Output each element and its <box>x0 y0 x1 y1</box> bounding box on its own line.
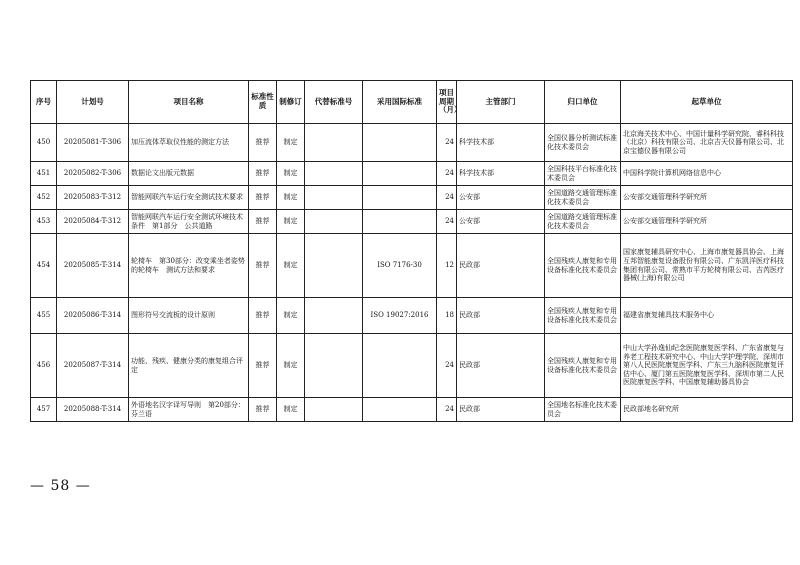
row-international-standard <box>363 334 437 398</box>
table-row <box>31 334 793 398</box>
row-technical-committee: 全国仪器分析测试标准化技术委员会 <box>545 124 621 162</box>
table-row <box>31 398 793 422</box>
row-competent-department: 民政部 <box>457 334 545 398</box>
row-plan-number: 20205087-T-314 <box>57 334 129 398</box>
row-replaced-standard <box>305 234 363 298</box>
row-drafting-units: 福建省康复辅具技术服务中心 <box>621 298 793 334</box>
row-replaced-standard <box>305 162 363 186</box>
row-serial: 453 <box>31 210 57 234</box>
row-technical-committee: 全国残疾人康复和专用设备标准化技术委员会 <box>545 298 621 334</box>
row-drafting-units: 民政部地名研究所 <box>621 398 793 422</box>
row-project-cycle: 24 <box>437 162 457 186</box>
row-revision-type: 制定 <box>277 124 305 162</box>
row-competent-department: 公安部 <box>457 186 545 210</box>
row-drafting-units: 中山大学孙逸仙纪念医院康复医学科、广东省康复与养老工程技术研究中心、中山大学护理学院、深圳市第八人民医院康复医学科、广东三九脑科医院康复评估中心、厦门第五医院康复医学科、深圳市第二人民医院康复医学科、中国康复辅助器具协会 <box>621 334 793 398</box>
row-competent-department: 民政部 <box>457 398 545 422</box>
row-serial: 450 <box>31 124 57 162</box>
row-plan-number: 20205086-T-314 <box>57 298 129 334</box>
header-serial: 序号 <box>31 81 57 124</box>
row-technical-committee: 全国地名标准化技术委员会 <box>545 398 621 422</box>
header-competent-department: 主管部门 <box>457 81 545 124</box>
row-revision-type: 制定 <box>277 210 305 234</box>
row-standard-nature: 推荐 <box>249 162 277 186</box>
row-project-cycle: 24 <box>437 124 457 162</box>
row-replaced-standard <box>305 334 363 398</box>
standards-plan-table-page <box>30 80 784 422</box>
page-number: — 58 — <box>30 478 91 494</box>
row-project-cycle: 24 <box>437 398 457 422</box>
row-standard-nature: 推荐 <box>249 298 277 334</box>
row-replaced-standard <box>305 186 363 210</box>
header-project-cycle: 项目周期（月） <box>437 81 457 124</box>
header-project-name: 项目名称 <box>129 81 249 124</box>
header-replaced-standard: 代替标准号 <box>305 81 363 124</box>
row-plan-number: 20205082-T-306 <box>57 162 129 186</box>
standards-plan-table <box>30 80 793 422</box>
row-plan-number: 20205083-T-312 <box>57 186 129 210</box>
row-project-name: 图形符号交流板的设计原则 <box>129 298 249 334</box>
row-international-standard <box>363 398 437 422</box>
row-international-standard: ISO 19027:2016 <box>363 298 437 334</box>
row-replaced-standard <box>305 210 363 234</box>
table-header-row <box>31 81 793 124</box>
row-revision-type: 制定 <box>277 398 305 422</box>
table-row <box>31 298 793 334</box>
row-serial: 451 <box>31 162 57 186</box>
row-project-name: 外语地名汉字译写导则 第20部分：芬兰语 <box>129 398 249 422</box>
row-technical-committee: 全国残疾人康复和专用设备标准化技术委员会 <box>545 334 621 398</box>
row-project-cycle: 24 <box>437 186 457 210</box>
row-revision-type: 制定 <box>277 234 305 298</box>
row-project-name: 加压流体萃取仪性能的测定方法 <box>129 124 249 162</box>
row-plan-number: 20205085-T-314 <box>57 234 129 298</box>
row-project-name: 智能网联汽车运行安全测试环境技术条件 第1部分 公共道路 <box>129 210 249 234</box>
row-technical-committee: 全国残疾人康复和专用设备标准化技术委员会 <box>545 234 621 298</box>
header-plan-number: 计划号 <box>57 81 129 124</box>
header-drafting-units: 起草单位 <box>621 81 793 124</box>
row-replaced-standard <box>305 398 363 422</box>
table-row <box>31 234 793 298</box>
row-international-standard <box>363 124 437 162</box>
row-serial: 452 <box>31 186 57 210</box>
row-project-cycle: 24 <box>437 334 457 398</box>
row-project-cycle: 24 <box>437 210 457 234</box>
row-international-standard <box>363 162 437 186</box>
row-serial: 455 <box>31 298 57 334</box>
row-drafting-units: 公安部交通管理科学研究所 <box>621 186 793 210</box>
row-project-name: 轮椅车 第30部分：改变乘坐者姿势的轮椅车 测试方法和要求 <box>129 234 249 298</box>
row-drafting-units: 中国科学院计算机网络信息中心 <box>621 162 793 186</box>
row-revision-type: 制定 <box>277 334 305 398</box>
row-international-standard: ISO 7176-30 <box>363 234 437 298</box>
row-serial: 457 <box>31 398 57 422</box>
row-competent-department: 民政部 <box>457 234 545 298</box>
row-standard-nature: 推荐 <box>249 210 277 234</box>
row-standard-nature: 推荐 <box>249 234 277 298</box>
row-standard-nature: 推荐 <box>249 398 277 422</box>
row-technical-committee: 全国道路交通管理标准化技术委员会 <box>545 210 621 234</box>
row-plan-number: 20205084-T-312 <box>57 210 129 234</box>
row-project-name: 数据论文出版元数据 <box>129 162 249 186</box>
row-drafting-units: 北京海关技术中心、中国计量科学研究院、睿科科技（北京）科技有限公司、北京吉天仪器有限公司、北京宝德仪器有限公司 <box>621 124 793 162</box>
row-serial: 454 <box>31 234 57 298</box>
row-revision-type: 制定 <box>277 186 305 210</box>
row-standard-nature: 推荐 <box>249 334 277 398</box>
row-standard-nature: 推荐 <box>249 186 277 210</box>
row-project-name: 功能、残疾、健康分类的康复组合评定 <box>129 334 249 398</box>
header-international-standard: 采用国际标准 <box>363 81 437 124</box>
table-row <box>31 124 793 162</box>
table-row <box>31 186 793 210</box>
row-competent-department: 科学技术部 <box>457 162 545 186</box>
row-serial: 456 <box>31 334 57 398</box>
row-competent-department: 公安部 <box>457 210 545 234</box>
row-replaced-standard <box>305 124 363 162</box>
row-revision-type: 制定 <box>277 162 305 186</box>
row-revision-type: 制定 <box>277 298 305 334</box>
header-revision-type: 制修订 <box>277 81 305 124</box>
row-project-name: 智能网联汽车运行安全测试技术要求 <box>129 186 249 210</box>
row-drafting-units: 国家康复辅具研究中心、上海市康复器具协会、上海互邦智能康复设备股份有限公司、广东凯洋医疗科技集团有限公司、常熟市平方轮椅有限公司、吉芮医疗器械(上海)有限公司 <box>621 234 793 298</box>
row-competent-department: 民政部 <box>457 298 545 334</box>
row-international-standard <box>363 186 437 210</box>
table-row <box>31 210 793 234</box>
row-technical-committee: 全国道路交通管理标准化技术委员会 <box>545 186 621 210</box>
row-international-standard <box>363 210 437 234</box>
row-technical-committee: 全国科技平台标准化技术委员会 <box>545 162 621 186</box>
row-replaced-standard <box>305 298 363 334</box>
row-drafting-units: 公安部交通管理科学研究所 <box>621 210 793 234</box>
row-plan-number: 20205081-T-306 <box>57 124 129 162</box>
row-standard-nature: 推荐 <box>249 124 277 162</box>
row-plan-number: 20205088-T-314 <box>57 398 129 422</box>
header-technical-committee: 归口单位 <box>545 81 621 124</box>
row-project-cycle: 12 <box>437 234 457 298</box>
header-standard-nature: 标准性质 <box>249 81 277 124</box>
table-row <box>31 162 793 186</box>
row-competent-department: 科学技术部 <box>457 124 545 162</box>
row-project-cycle: 18 <box>437 298 457 334</box>
